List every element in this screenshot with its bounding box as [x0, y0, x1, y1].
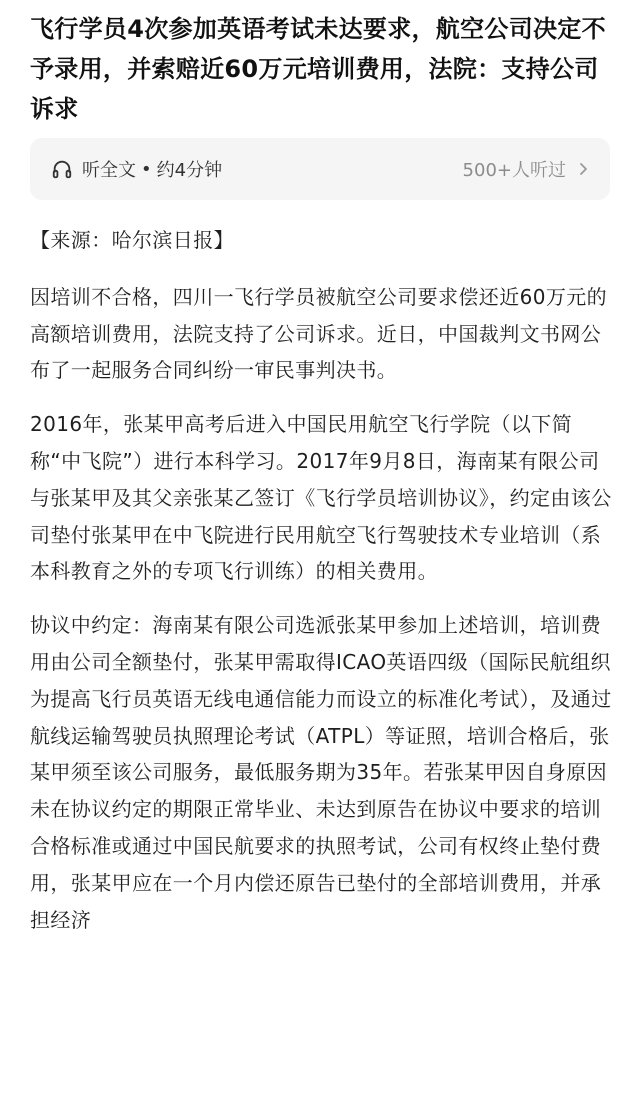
listen-full-text-bar[interactable] [30, 138, 610, 200]
article-paragraph-3: 协议中约定：海南某有限公司选派张某甲参加上述培训，培训费用由公司全额垫付，张某甲需取得ICAO英语四级（国际民航组织为提高飞行员英语无线电通信能力而设立的标准化考试），及通过航线运输驾驶员执照理论考试（ATPL）等证照，培训合格后，张某甲须至该公司服务，最低服务期为35年。若张某甲因自身原因未在协议约定的期限正常毕业、未达到原告在协议中要求的培训合格标准或通过中国民航要求的执照考试，公司有权终止垫付费用，张某甲应在一个月内偿还原告已垫付的全部培训费用，并承担经济 [30, 613, 612, 932]
listener-count: 500+人听过 [462, 160, 566, 181]
listen-separator: • [141, 158, 152, 180]
article-body [30, 222, 616, 955]
listen-duration: 约4分钟 [156, 160, 223, 181]
chevron-right-icon [576, 162, 590, 176]
article-paragraph-2: 2016年，张某甲高考后进入中国民用航空飞行学院（以下简称“中飞院”）进行本科学习。2017年9月8日，海南某有限公司与张某甲及其父亲张某乙签订《飞行学员培训协议》，约定由该公司垫付张某甲在中飞院进行民用航空飞行驾驶技术专业培训（系本科教育之外的专项飞行训练）的相关费用。 [30, 412, 612, 584]
listen-label: 听全文 [82, 160, 136, 181]
article-source: 【来源：哈尔滨日报】 [30, 228, 234, 252]
article-paragraph-1: 因培训不合格，四川一飞行学员被航空公司要求偿还近60万元的高额培训费用，法院支持了公司诉求。近日，中国裁判文书网公布了一起服务合同纠纷一审民事判决书。 [30, 284, 608, 383]
headphones-icon [50, 157, 74, 181]
article-title: 飞行学员4次参加英语考试未达要求，航空公司决定不予录用，并索赔近60万元培训费用，法院：支持公司诉求 [30, 15, 606, 123]
